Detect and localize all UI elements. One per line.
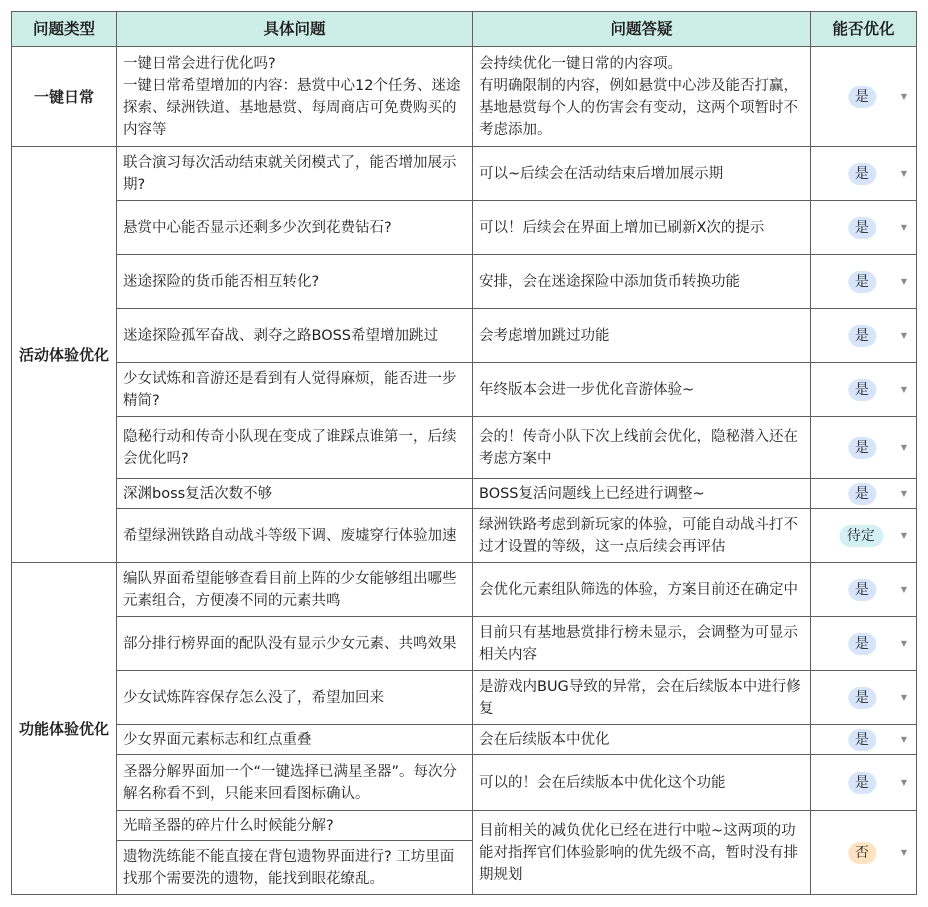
answer-cell: BOSS复活问题线上已经进行调整~ xyxy=(473,479,811,509)
table-row xyxy=(12,725,917,755)
status-badge: 是 xyxy=(848,772,876,794)
dropdown-arrow-icon[interactable]: ▼ xyxy=(900,330,907,340)
dropdown-arrow-icon[interactable]: ▼ xyxy=(900,222,907,232)
dropdown-arrow-icon[interactable]: ▼ xyxy=(900,488,907,498)
answer-cell: 目前只有基地悬赏排行榜未显示，会调整为可显示相关内容 xyxy=(473,617,811,671)
question-cell: 一键日常会进行优化吗? 一键日常希望增加的内容：悬赏中心12个任务、迷途探索、绿洲铁道、基地悬赏、每周商店可免费购买的内容等 xyxy=(117,47,473,147)
status-badge: 是 xyxy=(848,271,876,293)
status-badge: 是 xyxy=(848,217,876,239)
table-row xyxy=(12,147,917,201)
status-badge: 是 xyxy=(848,86,876,108)
status-select[interactable] xyxy=(811,255,917,309)
status-badge: 是 xyxy=(848,325,876,347)
category-daily: 一键日常 xyxy=(12,47,117,147)
status-select[interactable] xyxy=(811,563,917,617)
status-badge: 是 xyxy=(848,163,876,185)
status-select[interactable] xyxy=(811,725,917,755)
question-cell: 编队界面希望能够查看目前上阵的少女能够组出哪些元素组合，方便凑不同的元素共鸣 xyxy=(117,563,473,617)
status-select[interactable] xyxy=(811,509,917,563)
status-badge: 否 xyxy=(848,842,876,864)
table-row xyxy=(12,755,917,811)
question-cell: 希望绿洲铁路自动战斗等级下调、废墟穿行体验加速 xyxy=(117,509,473,563)
dropdown-arrow-icon[interactable]: ▼ xyxy=(900,584,907,594)
answer-cell: 可以！后续会在界面上增加已刷新X次的提示 xyxy=(473,201,811,255)
status-select[interactable] xyxy=(811,147,917,201)
table-row xyxy=(12,563,917,617)
question-cell: 悬赏中心能否显示还剩多少次到花费钻石? xyxy=(117,201,473,255)
status-select[interactable] xyxy=(811,417,917,479)
status-select[interactable] xyxy=(811,755,917,811)
status-badge: 是 xyxy=(848,379,876,401)
faq-table xyxy=(11,11,917,895)
category-feature: 功能体验优化 xyxy=(12,563,117,895)
dropdown-arrow-icon[interactable]: ▼ xyxy=(900,276,907,286)
status-select[interactable] xyxy=(811,309,917,363)
answer-cell: 可以的！会在后续版本中优化这个功能 xyxy=(473,755,811,811)
question-cell: 联合演习每次活动结束就关闭模式了，能否增加展示期? xyxy=(117,147,473,201)
status-badge: 是 xyxy=(848,633,876,655)
question-cell: 少女试炼阵容保存怎么没了，希望加回来 xyxy=(117,671,473,725)
header-type: 问题类型 xyxy=(12,12,117,47)
question-cell: 少女界面元素标志和红点重叠 xyxy=(117,725,473,755)
table-row xyxy=(12,201,917,255)
status-badge: 是 xyxy=(848,579,876,601)
status-select[interactable] xyxy=(811,47,917,147)
answer-cell: 可以~后续会在活动结束后增加展示期 xyxy=(473,147,811,201)
header-question: 具体问题 xyxy=(117,12,473,47)
answer-cell: 会持续优化一键日常的内容项。 有明确限制的内容，例如悬赏中心涉及能否打赢，基地悬赏每个人的伤害会有变动，这两个项暂时不考虑添加。 xyxy=(473,47,811,147)
status-badge: 是 xyxy=(848,729,876,751)
answer-cell: 会优化元素组队筛选的体验，方案目前还在确定中 xyxy=(473,563,811,617)
question-cell: 少女试炼和音游还是看到有人觉得麻烦，能否进一步精简? xyxy=(117,363,473,417)
answer-cell: 会考虑增加跳过功能 xyxy=(473,309,811,363)
status-select[interactable] xyxy=(811,671,917,725)
dropdown-arrow-icon[interactable]: ▼ xyxy=(900,734,907,744)
answer-cell: 目前相关的减负优化已经在进行中啦~这两项的功能对指挥官们体验影响的优先级不高，暂时没有排期规划 xyxy=(473,811,811,895)
dropdown-arrow-icon[interactable]: ▼ xyxy=(900,847,907,857)
status-badge: 是 xyxy=(848,483,876,505)
table-row xyxy=(12,255,917,309)
table-row xyxy=(12,617,917,671)
question-cell: 圣器分解界面加一个“一键选择已满星圣器”。每次分解名称看不到，只能来回看图标确认。 xyxy=(117,755,473,811)
question-cell: 隐秘行动和传奇小队现在变成了谁踩点谁第一，后续会优化吗? xyxy=(117,417,473,479)
header-optimizable: 能否优化 xyxy=(811,12,917,47)
status-badge: 是 xyxy=(848,437,876,459)
question-cell: 迷途探险孤军奋战、剥夺之路BOSS希望增加跳过 xyxy=(117,309,473,363)
dropdown-arrow-icon[interactable]: ▼ xyxy=(900,384,907,394)
dropdown-arrow-icon[interactable]: ▼ xyxy=(900,168,907,178)
status-select[interactable] xyxy=(811,811,917,895)
category-activity: 活动体验优化 xyxy=(12,147,117,563)
dropdown-arrow-icon[interactable]: ▼ xyxy=(900,777,907,787)
table-row xyxy=(12,417,917,479)
header-row xyxy=(12,12,917,47)
dropdown-arrow-icon[interactable]: ▼ xyxy=(900,91,907,101)
dropdown-arrow-icon[interactable]: ▼ xyxy=(900,530,907,540)
status-select[interactable] xyxy=(811,617,917,671)
table-row xyxy=(12,509,917,563)
question-cell: 光暗圣器的碎片什么时候能分解? xyxy=(117,811,473,841)
status-select[interactable] xyxy=(811,363,917,417)
table-row xyxy=(12,363,917,417)
status-badge: 待定 xyxy=(839,525,883,547)
status-select[interactable] xyxy=(811,479,917,509)
question-cell: 深渊boss复活次数不够 xyxy=(117,479,473,509)
answer-cell: 会的！传奇小队下次上线前会优化，隐秘潜入还在考虑方案中 xyxy=(473,417,811,479)
dropdown-arrow-icon[interactable]: ▼ xyxy=(900,442,907,452)
question-cell: 遗物洗练能不能直接在背包遗物界面进行? 工坊里面找那个需要洗的遗物，能找到眼花缭乱。 xyxy=(117,841,473,895)
dropdown-arrow-icon[interactable]: ▼ xyxy=(900,638,907,648)
question-cell: 迷途探险的货币能否相互转化? xyxy=(117,255,473,309)
table-row xyxy=(12,479,917,509)
answer-cell: 年终版本会进一步优化音游体验~ xyxy=(473,363,811,417)
answer-cell: 安排，会在迷途探险中添加货币转换功能 xyxy=(473,255,811,309)
answer-cell: 会在后续版本中优化 xyxy=(473,725,811,755)
dropdown-arrow-icon[interactable]: ▼ xyxy=(900,692,907,702)
status-badge: 是 xyxy=(848,687,876,709)
status-select[interactable] xyxy=(811,201,917,255)
table-row xyxy=(12,811,917,841)
table-row xyxy=(12,47,917,147)
table-row xyxy=(12,309,917,363)
table-row xyxy=(12,671,917,725)
answer-cell: 绿洲铁路考虑到新玩家的体验，可能自动战斗打不过才设置的等级，这一点后续会再评估 xyxy=(473,509,811,563)
question-cell: 部分排行榜界面的配队没有显示少女元素、共鸣效果 xyxy=(117,617,473,671)
answer-cell: 是游戏内BUG导致的异常，会在后续版本中进行修复 xyxy=(473,671,811,725)
header-answer: 问题答疑 xyxy=(473,12,811,47)
